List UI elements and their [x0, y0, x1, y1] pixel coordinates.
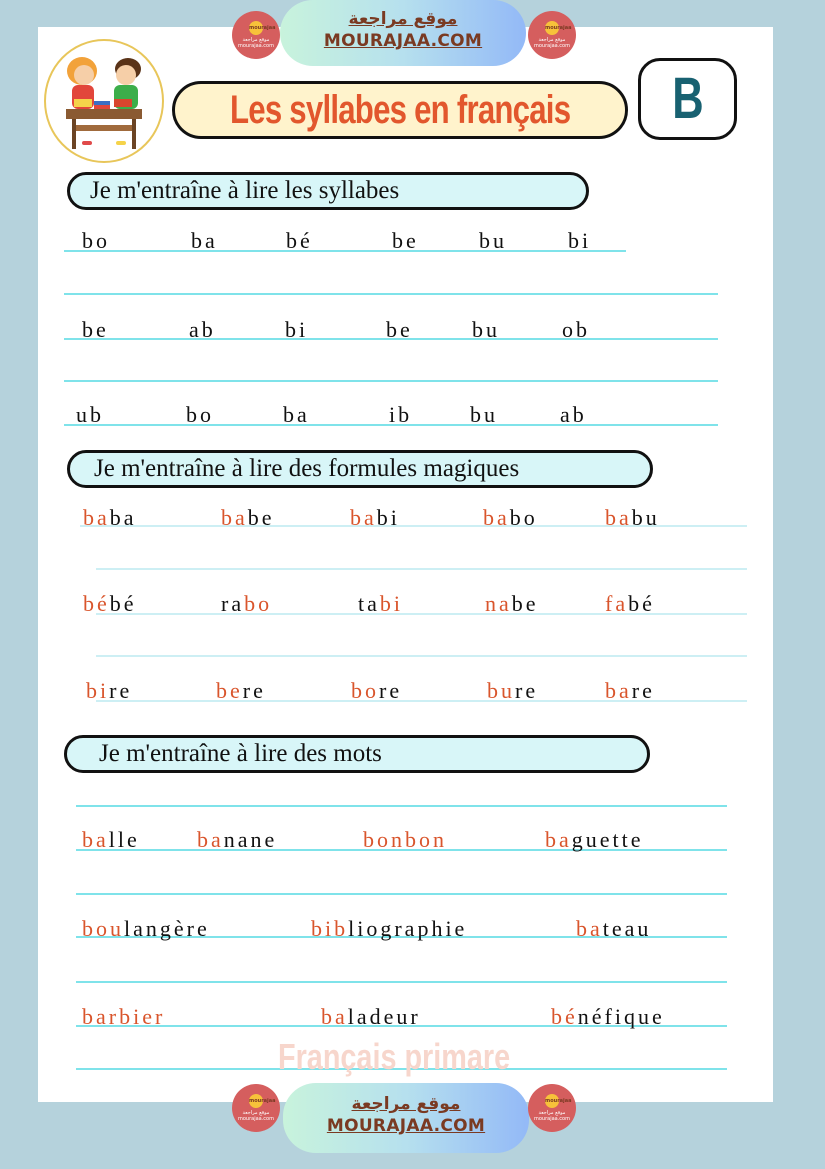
ruled-line: [96, 568, 747, 570]
site-badge-right-bottom: [528, 1084, 576, 1132]
ruled-line: [76, 893, 727, 895]
badge-caption: موقع مراجعة mourajaa.com: [237, 1110, 274, 1122]
level-badge: B: [638, 58, 737, 140]
site-banner-arabic: موقع مراجعة: [348, 9, 458, 29]
syllable: bo: [82, 228, 110, 253]
ruled-line: [76, 981, 727, 983]
section-heading-syllables: Je m'entraîne à lire les syllabes: [67, 172, 589, 210]
magic-word: baba: [83, 505, 137, 530]
section-heading-magic-formulas: Je m'entraîne à lire des formules magiques: [67, 450, 653, 488]
children-reading-icon: [46, 41, 162, 161]
badge-caption: موقع مراجعة mourajaa.com: [533, 37, 570, 49]
syllable: bé: [286, 228, 313, 253]
syllable: bi: [285, 317, 309, 342]
site-logo-icon: mourajaa: [249, 1094, 263, 1108]
ruled-line: [76, 805, 727, 807]
syllable: bi: [568, 228, 592, 253]
section-heading-words: Je m'entraîne à lire des mots: [64, 735, 650, 773]
syllable: ab: [189, 317, 216, 342]
site-banner-arabic: موقع مراجعة: [351, 1094, 461, 1114]
magic-word: babe: [221, 505, 275, 530]
word: bibliographie: [311, 916, 468, 941]
site-banner-domain[interactable]: MOURAJAA.COM: [326, 1116, 486, 1136]
syllable: bo: [186, 402, 214, 427]
syllable: ab: [560, 402, 587, 427]
site-logo-icon: mourajaa: [545, 1094, 559, 1108]
syllable: bu: [479, 228, 507, 253]
magic-word: babu: [605, 505, 660, 530]
syllable: bu: [472, 317, 500, 342]
watermark: Français primare: [278, 1036, 511, 1077]
site-badge-right: [528, 11, 576, 59]
magic-word: fabé: [605, 591, 655, 616]
magic-word: nabe: [485, 591, 539, 616]
site-banner-domain[interactable]: MOURAJAA.COM: [323, 31, 483, 51]
syllable: ba: [191, 228, 218, 253]
magic-word: bure: [487, 678, 539, 703]
syllable: ib: [389, 402, 413, 427]
magic-word: rabo: [221, 591, 273, 616]
ruled-line: [64, 293, 718, 295]
word: boulangère: [82, 916, 210, 941]
magic-word: bébé: [83, 591, 137, 616]
word: bonbon: [363, 827, 447, 852]
badge-caption: موقع مراجعة mourajaa.com: [533, 1110, 570, 1122]
site-banner-bottom[interactable]: [283, 1083, 529, 1153]
magic-word: bare: [605, 678, 655, 703]
magic-word: bore: [351, 678, 403, 703]
syllable: bu: [470, 402, 498, 427]
word: bateau: [576, 916, 652, 941]
syllable: be: [392, 228, 419, 253]
site-badge-left-bottom: [232, 1084, 280, 1132]
word: bénéfique: [551, 1004, 665, 1029]
word: banane: [197, 827, 278, 852]
magic-word: bire: [86, 678, 133, 703]
children-reading-illustration: [44, 39, 164, 163]
word: balle: [82, 827, 140, 852]
word: baladeur: [321, 1004, 421, 1029]
worksheet-title: Les syllabes en français: [172, 81, 628, 139]
magic-word: bere: [216, 678, 266, 703]
syllable: be: [386, 317, 413, 342]
syllable: ba: [283, 402, 310, 427]
magic-word: babi: [350, 505, 400, 530]
ruled-line: [64, 250, 626, 252]
ruled-line: [96, 655, 747, 657]
word: baguette: [545, 827, 644, 852]
site-logo-icon: mourajaa: [545, 21, 559, 35]
site-logo-icon: mourajaa: [249, 21, 263, 35]
word: barbier: [82, 1004, 166, 1029]
syllable: ub: [76, 402, 104, 427]
badge-caption: موقع مراجعة mourajaa.com: [237, 37, 274, 49]
magic-word: tabi: [358, 591, 404, 616]
ruled-line: [64, 380, 718, 382]
site-banner-top[interactable]: [280, 0, 526, 66]
site-badge-left: [232, 11, 280, 59]
syllable: be: [82, 317, 109, 342]
magic-word: babo: [483, 505, 538, 530]
syllable: ob: [562, 317, 590, 342]
